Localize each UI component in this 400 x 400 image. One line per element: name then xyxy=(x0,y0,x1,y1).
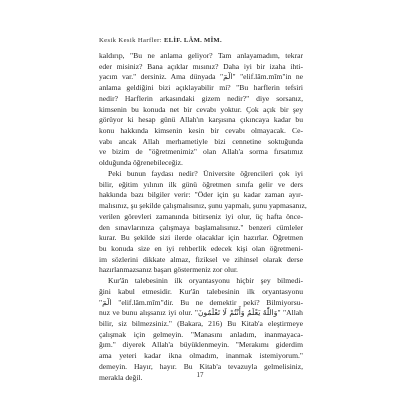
text-line: verilen görevleri zamanında bitirseniz iyi olur, üç hafta önce- xyxy=(99,211,303,221)
text-line: ğım." diyerek Allah'a büyüklenmeyin. "Merakımı giderdim xyxy=(99,340,303,350)
text-line: görüyor ki hesap günü Allah'ın karşısına çıkıncaya kadar bu xyxy=(99,115,303,125)
text-line: demeyin. Hayır, hayır. Bu Kitab'a tevazuyla gelmelisiniz, xyxy=(99,361,303,371)
text-line: bilir, eğitim yılının ilk günü öğretmen sınıfa gelir ve ders xyxy=(99,179,303,189)
running-head-prefix: Kesik Kesik Harfler: xyxy=(99,37,164,44)
text-line: bilir, siz bilmezsiniz." (Bakara, 216) Bu Kitab'a eleştirmeye xyxy=(99,318,303,328)
text-line: çalışmak için gelmeyin. "Manasını anladım, inanmayaca- xyxy=(99,329,303,339)
text-line: im sözlerini dikkate almaz, fiziksel ve zihinsel olarak derse xyxy=(99,254,303,264)
text-line: den sınavlarınıza çalışmaya başlamalısınız." benzeri cümleler xyxy=(99,222,303,232)
paragraph-1 xyxy=(99,51,303,169)
text-line: merakla değil. xyxy=(99,372,143,382)
text-line: hakkında bazı bilgiler verir: "Öder için şu kadar zaman ayır- xyxy=(99,190,303,200)
text-line: "الٓمٓ "elif.lâm.mîm"dir. Bu ne demektir peki? Bilmiyorsu- xyxy=(99,297,303,307)
text-line: kurar. Bu şekilde sizi ilerde olacaklar için hazırlar. Öğretmen xyxy=(99,233,303,243)
paragraph-2 xyxy=(99,168,307,276)
text-line: konu hakkında kimsenin kesin bir cevabı olmayacak. Ce- xyxy=(99,126,303,136)
text-line: Peki bunun faydası nedir? Üniversite öğrencileri çok iyi xyxy=(108,168,303,178)
text-line: hazırlanmazsanız başarı göstermeniz zor olur. xyxy=(99,265,238,275)
text-line: ve bizim de "öğretmenimiz" olan Allah'a sorma fırsatımız xyxy=(99,147,303,157)
text-line: kaldırıp, "Bu ne anlama geliyor? Tam anlayamadım, tekrar xyxy=(99,51,303,60)
text-line: ğini kabul etmesidir. Kur'ân talebesinin ilk oryantasyonu xyxy=(99,286,303,296)
text-line: kimsenin bu konuda net bir cevabı yoktur. Çok açık bir şey xyxy=(99,104,303,114)
running-head-title: ELİF. LÂM. MÎM. xyxy=(163,37,222,44)
text-line: anlama geldiğini bizi açıklayabilir mi? "Bu harflerin tefsiri xyxy=(99,83,303,93)
text-line: malısınız, şu şekilde çalışmalısınız, şunu yapmalı, şunu yapmasanız, xyxy=(99,201,307,211)
text-line: nedir? Harflerin arkasındaki gizem nedir?" diye sorsanız, xyxy=(99,93,303,103)
text-line: eder misiniz? Bana açıklar mısınız? Daha iyi bir izaha ihti- xyxy=(99,61,303,71)
text-line: olduğunda öğrenebileceğiz. xyxy=(99,158,183,168)
text-line: Kur'ân talebesinin ilk oryantasyonu hiçbir şey bilmedi- xyxy=(108,276,303,286)
paragraph-3 xyxy=(99,276,303,383)
text-line: yacım var." dersiniz. Ama dünyada "الٓمٓ" "elif.lâm.mîm"in ne xyxy=(99,72,303,82)
text-line: ama yeteri kadar ikna olmadım, inanmak istemiyorum." xyxy=(99,351,303,361)
page-number: 17 xyxy=(196,371,204,379)
text-line: nuz ve bunu alışsanız iyi olur. "وَاللّٰهُ يَعْلَمُ وَأَنْتُمْ لَا تَعْلَمُونَ" "Allah xyxy=(99,308,303,318)
text-line: vabı ancak Allah merhametiyle bizi cennetine soktuğunda xyxy=(99,136,303,146)
text-line: bu konuda size en iyi rehberlik edecek kişi olan öğretmeni- xyxy=(99,243,303,253)
running-head xyxy=(99,37,299,44)
body-text xyxy=(99,51,307,383)
